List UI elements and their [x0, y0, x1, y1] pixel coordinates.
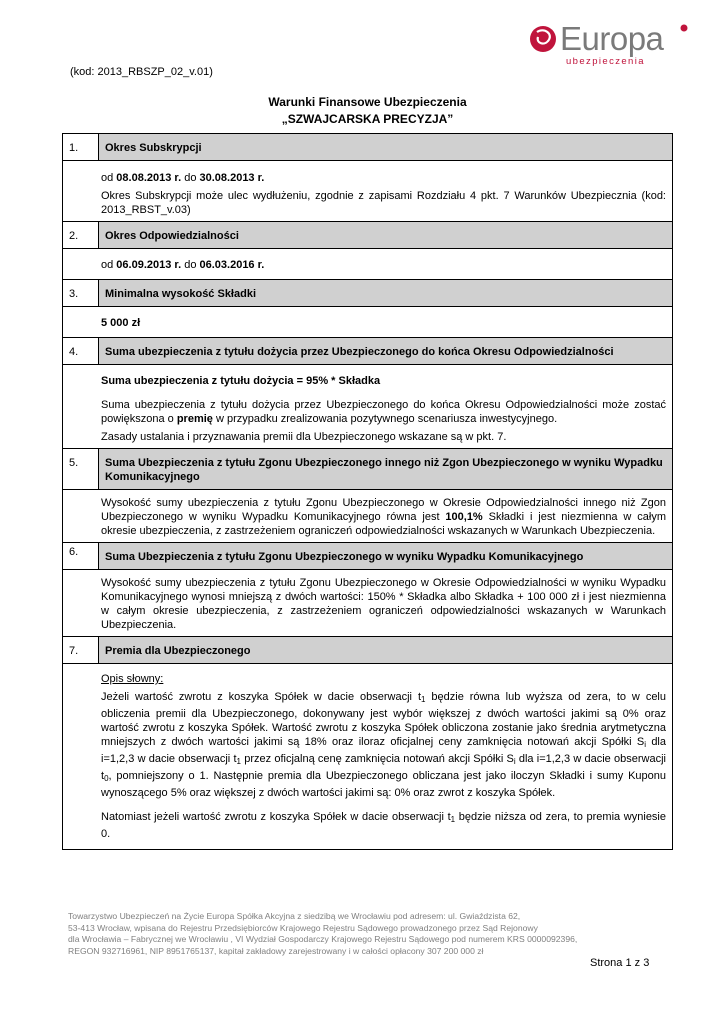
company-logo — [528, 20, 696, 68]
death-sum-text-b: Składki i jest niezmienna w całym okresie ubezpieczenia, z zastrzeżeniem ograniczeń odpowiedzialności wskazanych w Warunkach Ubezpieczenia. — [101, 511, 666, 537]
calc-text: dla i=1,2,3 w dacie obserwacji t — [101, 736, 666, 765]
section-number: 2. — [63, 222, 99, 249]
bonus-reference: Zasady ustalania i przyznawania premii dla Ubezpieczonego wskazane są w pkt. 7. — [101, 431, 507, 443]
section-header-row — [63, 222, 673, 249]
section-title: Suma Ubezpieczenia z tytułu Zgonu Ubezpieczonego w wyniku Wypadku Komunikacyjnego — [99, 543, 673, 570]
section-title: Premia dla Ubezpieczonego — [99, 637, 673, 664]
section-title: Okres Odpowiedzialności — [99, 222, 673, 249]
accident-death-sum-text: Wysokość sumy ubezpieczenia z tytułu Zgonu Ubezpieczonego w Okresie Odpowiedzialności w wyniku Wypadku Komunikacyjnego wynosi mniejszą z dwóch wartości: 150% * Składka albo Składka + 100 000 zł i jest niezmienna w całym okresie ubezpieczenia, z zastrzeżeniem ograniczeń odpowiedzialności wskazanych w Warunkach Ubezpieczenia. — [101, 577, 666, 631]
section-body — [63, 570, 673, 637]
section-number: 4. — [63, 338, 99, 365]
company-footer — [68, 911, 656, 957]
subscript: 0 — [104, 774, 109, 783]
minimum-premium-amount: 5 000 zł — [101, 317, 141, 329]
section-header-row — [63, 280, 673, 307]
verbal-description-heading: Opis słowny: — [101, 673, 164, 685]
section-number: 1. — [63, 134, 99, 161]
calc-text: Jeżeli wartość zwrotu z koszyka Spółek w dacie obserwacji t — [101, 691, 421, 703]
terms-table — [62, 133, 673, 850]
subscript: 1 — [450, 815, 456, 824]
subscript: i — [644, 740, 646, 749]
section-title: Minimalna wysokość Składki — [99, 280, 673, 307]
calc-text: będzie niższa od zera, to premia wyniesie 0. — [101, 811, 666, 840]
bonus-keyword: premię — [176, 413, 213, 425]
logo-subtitle: ubezpieczenia — [566, 56, 645, 67]
section-title: Okres Subskrypcji — [99, 134, 673, 161]
section-body — [63, 365, 673, 449]
bonus-calculation-paragraph — [101, 690, 666, 800]
footer-line: 53-413 Wrocław, wpisana do Rejestru Przedsiębiorców Krajowego Rejestru Sądowego prowadzonego przez Sąd Rejonowy — [68, 922, 538, 933]
death-sum-text-a: Wysokość sumy ubezpieczenia z tytułu Zgonu Ubezpieczonego w Okresie Odpowiedzialności innego niż Zgon Ubezpieczonego w wyniku Wypadku Komunikacyjnego równa jest — [101, 497, 666, 523]
section-body-row — [63, 570, 673, 637]
footer-line: dla Wrocławia – Fabrycznej we Wrocławiu , VI Wydział Gospodarczy Krajowego Rejestru Sądowego pod numerem KRS 0000092396, — [68, 934, 578, 944]
text-from: od — [101, 259, 117, 271]
section-number: 3. — [63, 280, 99, 307]
section-body — [63, 490, 673, 543]
death-sum-percent: 100,1% — [445, 511, 483, 523]
coverage-start-date: 06.09.2013 r. — [116, 259, 182, 271]
subscript: 1 — [236, 757, 241, 766]
footer-line: REGON 932716961, NIP 8951765137, kapitał zakładowy zarejestrowany i w całości opłacony 307 200 000 zł — [68, 945, 484, 956]
section-body-row — [63, 664, 673, 850]
subscript: i — [513, 757, 516, 766]
section-number: 6. — [63, 543, 99, 570]
section-header-row — [63, 338, 673, 365]
section-body-row — [63, 161, 673, 222]
section-body — [63, 307, 673, 338]
bonus-paragraph — [101, 398, 666, 426]
section-header-row — [63, 637, 673, 664]
calc-text: będzie równa lub wyższa od zera, to w celu obliczenia premii dla Ubezpieczonego, dokonywany jest wybór większej z dwóch wartości jakimi są 0% oraz wartość zwrotu z koszyka Spółek. Wartość zwrotu z koszyka Spółek obliczona zostanie jako średnia arytmetyczna mniejszych z dwóch wartości jakimi są 18% oraz iloraz oficjalnej ceny zamknięcia notowań akcji Spółki S — [101, 691, 666, 748]
document-code: (kod: 2013_RBSZP_02_v.01) — [70, 66, 213, 78]
product-name: „SZWAJCARSKA PRECYZJA” — [281, 112, 454, 126]
section-body-row — [63, 490, 673, 543]
section-body — [63, 249, 673, 280]
section-body-row — [63, 307, 673, 338]
section-body-row — [63, 249, 673, 280]
subscript: 1 — [421, 695, 426, 704]
calc-text: dla i=1,2,3 w dacie obserwacji t — [101, 753, 666, 782]
subscription-note: Okres Subskrypcji może ulec wydłużeniu, zgodnie z zapisami Rozdziału 4 pkt. 7 Warunków Ubezpiecznia (kod: 2013_RBST_v.03) — [101, 190, 666, 216]
text-to: do — [181, 259, 200, 271]
text-from: od — [101, 172, 117, 184]
calc-text: Natomiast jeżeli wartość zwrotu z koszyka Spółek w dacie obserwacji t — [101, 811, 451, 823]
section-header-row — [63, 449, 673, 490]
survival-sum-formula: Suma ubezpieczenia z tytułu dożycia = 95% * Składka — [101, 375, 381, 387]
section-header-row — [63, 543, 673, 570]
section-header-row — [63, 134, 673, 161]
bonus-text-b: w przypadku zrealizowania pozytywnego scenariusza inwestycyjnego. — [212, 413, 558, 425]
section-number: 7. — [63, 637, 99, 664]
footer-line: Towarzystwo Ubezpieczeń na Życie Europa Spółka Akcyjna z siedzibą we Wrocławiu pod adresem: ul. Gwiaździsta 62, — [68, 911, 521, 921]
section-body-row — [63, 365, 673, 449]
calc-text: , pomniejszony o 1. Następnie premia dla Ubezpieczonego obliczana jest jako iloczyn Składki i sumy Kuponu wynoszącego 5% oraz większej z dwóch wartości jakimi są: 0% oraz zwrot z koszyka Spółek. — [101, 770, 666, 799]
logo-swirl-icon — [528, 24, 558, 54]
bonus-text-a: Suma ubezpieczenia z tytułu dożycia przez Ubezpieczonego do końca Okresu Odpowiedzialności może zostać powiększona o — [101, 399, 666, 425]
logo-dot-icon — [680, 24, 688, 32]
document-title: Warunki Finansowe Ubezpieczenia — [268, 95, 467, 109]
logo-wordmark: Europa — [560, 20, 664, 57]
coverage-end-date: 06.03.2016 r. — [199, 259, 265, 271]
section-body — [63, 664, 673, 850]
section-number: 5. — [63, 449, 99, 490]
section-title: Suma Ubezpieczenia z tytułu Zgonu Ubezpieczonego innego niż Zgon Ubezpieczonego w wyniku Wypadku Komunikacyjnego — [99, 449, 673, 490]
section-title: Suma ubezpieczenia z tytułu dożycia przez Ubezpieczonego do końca Okresu Odpowiedzialności — [99, 338, 673, 365]
negative-return-paragraph — [101, 810, 666, 841]
page-number: Strona 1 z 3 — [590, 957, 650, 969]
section-body — [63, 161, 673, 222]
calc-text: przez oficjalną cenę zamknięcia notowań akcji Spółki S — [240, 753, 514, 765]
subscription-end-date: 30.08.2013 r. — [199, 172, 265, 184]
subscription-start-date: 08.08.2013 r. — [116, 172, 182, 184]
text-to: do — [181, 172, 200, 184]
